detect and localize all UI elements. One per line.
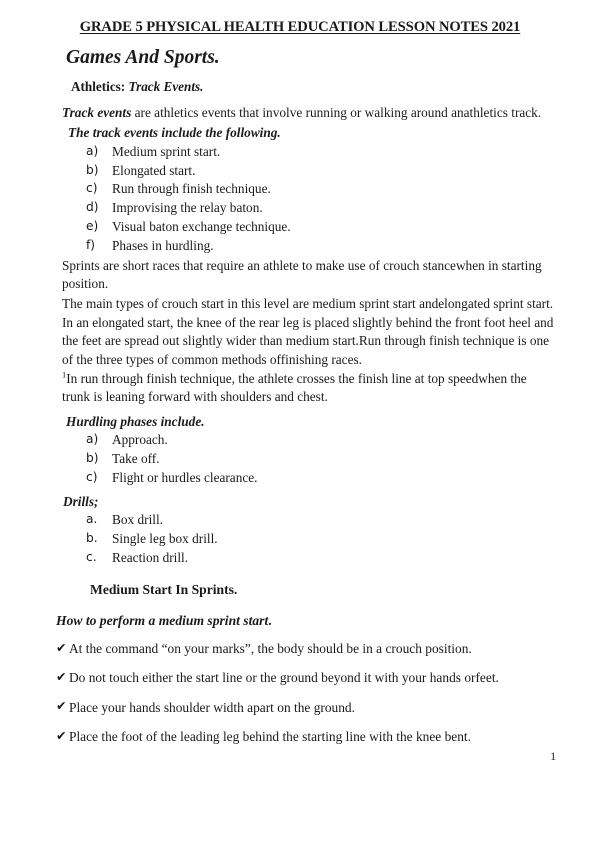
run-through-paragraph <box>0 370 600 407</box>
checkmark-icon: ✔ <box>56 727 67 743</box>
footnote-marker: 1 <box>62 370 67 380</box>
list-item <box>0 180 600 199</box>
checkmark-icon: ✔ <box>56 639 67 655</box>
athletics-topic: Track Events. <box>128 78 204 94</box>
checkmark-icon: ✔ <box>56 698 67 714</box>
list-item <box>0 218 600 237</box>
list-text: Place the foot of the leading leg behind the starting line with the knee bent. <box>69 729 471 745</box>
intro-lead: Track events <box>62 105 132 121</box>
list-item <box>0 530 600 549</box>
list-text: Visual baton exchange technique. <box>112 219 291 235</box>
list-marker: c. <box>86 549 97 564</box>
medium-start-steps-list <box>0 640 600 746</box>
sprints-paragraph: Sprints are short races that require an athlete to make use of crouch stancewhen in starting position. <box>62 257 542 292</box>
athletics-subsection <box>0 78 600 95</box>
list-text: Box drill. <box>112 512 163 528</box>
list-item <box>0 511 600 530</box>
list-marker: a) <box>86 432 99 447</box>
document-title <box>0 0 600 37</box>
list-marker: a. <box>86 512 98 527</box>
list-item <box>0 469 600 488</box>
list-marker: b. <box>86 530 98 545</box>
hurdling-heading: Hurdling phases include. <box>66 413 205 429</box>
list-text: Single leg box drill. <box>112 530 218 546</box>
list-marker: b) <box>86 162 99 177</box>
intro-rest: are athletics events that involve running or walking around anathletics track. <box>131 105 542 121</box>
hurdling-phases-list <box>0 431 600 488</box>
medium-start-heading: Medium Start In Sprints. <box>90 581 238 597</box>
track-events-list <box>0 143 600 256</box>
list-text: Approach. <box>112 432 168 448</box>
list-item <box>0 450 600 469</box>
list-item <box>0 699 600 716</box>
athletics-label: Athletics: <box>71 78 126 94</box>
list-marker: a) <box>86 143 99 158</box>
list-marker: b) <box>86 450 99 465</box>
drills-list <box>0 511 600 568</box>
drills-heading: Drills; <box>63 493 99 509</box>
intro-paragraph <box>0 104 600 122</box>
section-title: Games And Sports. <box>66 46 220 68</box>
list-marker: f) <box>86 238 96 253</box>
list-item <box>0 728 600 745</box>
list-marker: d) <box>86 200 99 215</box>
list-marker: c) <box>86 181 98 196</box>
list-text: Phases in hurdling. <box>112 238 214 254</box>
document-title-text: GRADE 5 PHYSICAL HEALTH EDUCATION LESSON NOTES 2021 <box>79 19 521 35</box>
list-text: Improvising the relay baton. <box>112 200 263 216</box>
howto-heading <box>0 612 600 630</box>
crouch-types-paragraph: The main types of crouch start in this level are medium sprint start andelongated sprint start. <box>62 295 554 311</box>
checkmark-icon: ✔ <box>56 668 67 684</box>
list-item <box>0 143 600 162</box>
run-through-text: In run through finish technique, the athlete crosses the finish line at top speedwhen the trunk is leaning forward with shoulders and chest. <box>62 371 527 405</box>
list-item <box>0 549 600 568</box>
list-text: Flight or hurdles clearance. <box>112 469 258 485</box>
list-text: Medium sprint start. <box>112 143 221 159</box>
list-text: Run through finish technique. <box>112 181 271 197</box>
track-events-list-heading: The track events include the following. <box>68 125 281 141</box>
list-item <box>0 199 600 218</box>
list-item <box>0 669 600 686</box>
list-item <box>0 162 600 181</box>
list-text: Elongated start. <box>112 162 196 178</box>
list-item <box>0 237 600 256</box>
list-text: Reaction drill. <box>112 549 189 565</box>
howto-heading-text: How to perform a medium sprint start <box>56 613 269 629</box>
list-item <box>0 640 600 657</box>
list-text: At the command “on your marks”, the body should be in a crouch position. <box>69 641 472 656</box>
howto-heading-period: . <box>268 613 272 629</box>
page-number: 1 <box>550 750 556 763</box>
list-item <box>0 431 600 450</box>
list-text: Do not touch either the start line or the ground beyond it with your hands orfeet. <box>69 670 499 686</box>
elongated-start-paragraph: In an elongated start, the knee of the rear leg is placed slightly behind the front foot heel and the feet are spread out slightly wider than medium start.Run through finish technique is one of the three types of common methods offinishing races. <box>62 315 554 367</box>
list-text: Place your hands shoulder width apart on the ground. <box>69 699 355 715</box>
list-marker: e) <box>86 219 99 234</box>
list-marker: c) <box>86 469 98 484</box>
list-text: Take off. <box>112 450 160 466</box>
